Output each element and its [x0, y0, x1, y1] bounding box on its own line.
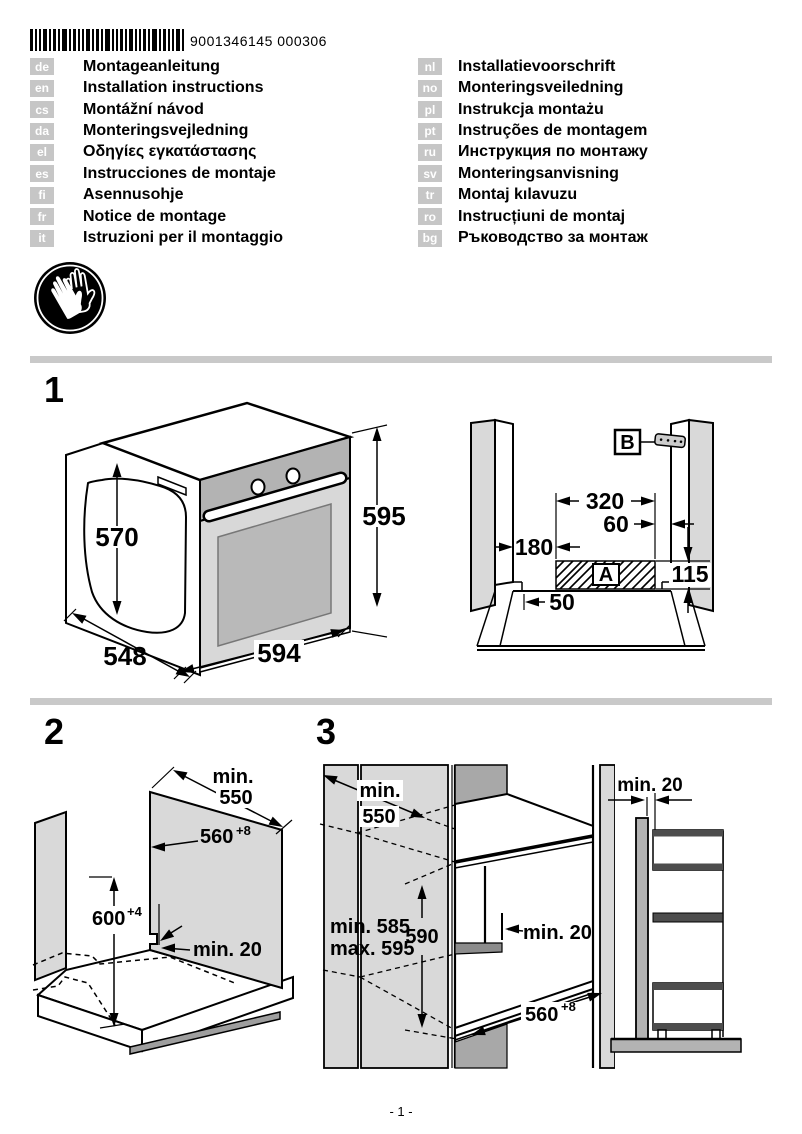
language-list-left: [30, 56, 283, 249]
dim-label-50: 50: [549, 589, 575, 615]
lang-row-tr: [418, 185, 648, 206]
lang-title: Ръководство за монтаж: [458, 229, 648, 247]
figure-3-number: 3: [316, 711, 337, 752]
dim-label-560: 560: [200, 826, 234, 848]
mounting-bracket: [655, 434, 686, 448]
lang-title: Instrucțiuni de montaj: [458, 207, 626, 225]
dim-label-min: min.: [212, 766, 254, 788]
lang-row-fi: [30, 185, 283, 206]
dim-label-560: 560: [525, 1004, 559, 1026]
dim-label-180: 180: [514, 534, 554, 560]
dim-label-600: 600: [92, 908, 126, 930]
dim-label-590: 590: [405, 926, 439, 948]
lang-title: Monteringsanvisning: [458, 164, 619, 182]
lang-row-sv: [418, 163, 648, 184]
floor: [611, 1039, 741, 1052]
area-a-label: A: [598, 564, 614, 586]
lang-code-badge: it: [30, 230, 54, 247]
lang-title: Istruzioni per il montaggio: [83, 229, 283, 247]
lang-code-badge: pt: [418, 123, 442, 140]
barcode: [30, 29, 186, 51]
lang-row-el: [30, 142, 283, 163]
lang-row-cs: [30, 99, 283, 120]
dim-label-115: 115: [671, 561, 709, 587]
lang-code-badge: bg: [418, 230, 442, 247]
lang-row-es: [30, 163, 283, 184]
lang-title: Instruções de montagem: [458, 122, 648, 140]
lang-code-badge: nl: [418, 58, 442, 75]
lang-title: Montážní návod: [83, 100, 204, 118]
lang-code-badge: es: [30, 165, 54, 182]
oven-knob: [287, 469, 300, 484]
lang-code-badge: ru: [418, 144, 442, 161]
dim-label-560-tol: +8: [236, 823, 251, 838]
wear-protective-gloves-icon: [32, 260, 108, 336]
dim-label-560-tol: +8: [561, 999, 576, 1014]
lang-row-ru: [418, 142, 648, 163]
figure-2-number: 2: [44, 711, 65, 752]
lang-code-badge: en: [30, 80, 54, 97]
lang-title: Asennusohje: [83, 186, 184, 204]
lang-code-badge: sv: [418, 165, 442, 182]
lang-code-badge: cs: [30, 101, 54, 118]
section-divider: [30, 356, 772, 363]
lang-code-badge: de: [30, 58, 54, 75]
lang-title: Notice de montage: [83, 207, 227, 225]
lang-code-badge: da: [30, 123, 54, 140]
dim-label-548: 548: [103, 641, 147, 671]
dim-label-max595: max. 595: [330, 938, 415, 960]
lang-code-badge: no: [418, 80, 442, 97]
lang-code-badge: fi: [30, 187, 54, 204]
lang-title: Instrucciones de montaje: [83, 164, 276, 182]
lang-title: Инструкция по монтажу: [458, 143, 648, 161]
lang-row-pl: [418, 99, 648, 120]
dim-label-min20: min. 20: [523, 922, 592, 944]
figure-2-base-cabinet-drawing: [30, 740, 315, 1085]
vent-area-hatch: [556, 561, 655, 589]
dim-label-min: min.: [359, 780, 401, 802]
dim-label-min20: min. 20: [193, 939, 262, 961]
dim-label-min585: min. 585: [330, 916, 411, 938]
figure-1-niche-drawing: [453, 415, 802, 660]
section-divider: [30, 698, 772, 705]
lang-code-badge: tr: [418, 187, 442, 204]
lang-row-en: [30, 77, 283, 98]
lang-title: Οδηγίες εγκατάστασης: [83, 143, 257, 161]
lang-title: Instrukcja montażu: [458, 100, 604, 118]
dim-label-595: 595: [362, 501, 406, 531]
lang-title: Installation instructions: [83, 79, 264, 97]
figure-3-tall-cabinet-drawing: [315, 750, 615, 1075]
dim-label-594: 594: [257, 638, 301, 668]
lang-title: Montageanleitung: [83, 57, 220, 75]
language-list-right: [418, 56, 648, 249]
lang-row-no: [418, 77, 648, 98]
dim-label-side-min20: min. 20: [617, 775, 683, 796]
lang-code-badge: fr: [30, 208, 54, 225]
dim-label-60: 60: [603, 511, 629, 537]
dim-label-550: 550: [219, 787, 253, 809]
figure-1-oven-drawing: [50, 385, 420, 690]
oven-knob: [252, 480, 265, 495]
lang-row-pt: [418, 120, 648, 141]
decor-panel: [636, 818, 648, 1040]
figure-3-side-view-drawing: [600, 745, 800, 1080]
lang-row-ro: [418, 206, 648, 227]
lang-title: Monteringsvejledning: [83, 122, 249, 140]
lang-row-nl: [418, 56, 648, 77]
dim-label-550: 550: [362, 806, 396, 828]
bracket-b-label: B: [620, 432, 635, 454]
lang-code-badge: el: [30, 144, 54, 161]
lang-row-bg: [418, 228, 648, 249]
lang-row-fr: [30, 206, 283, 227]
page-number: - 1 -: [389, 1104, 413, 1119]
lang-title: Installatievoorschrift: [458, 57, 616, 75]
barcode-number: 9001346145 000306: [190, 33, 327, 49]
dim-label-600-tol: +4: [127, 904, 142, 919]
figure-1-number: 1: [44, 369, 65, 410]
lang-code-badge: pl: [418, 101, 442, 118]
lang-row-da: [30, 120, 283, 141]
lang-title: Montaj kılavuzu: [458, 186, 578, 204]
dim-label-570: 570: [95, 522, 139, 552]
lang-row-it: [30, 228, 283, 249]
lang-code-badge: ro: [418, 208, 442, 225]
lang-title: Monteringsveiledning: [458, 79, 624, 97]
dim-label-320: 320: [585, 488, 625, 514]
lang-row-de: [30, 56, 283, 77]
